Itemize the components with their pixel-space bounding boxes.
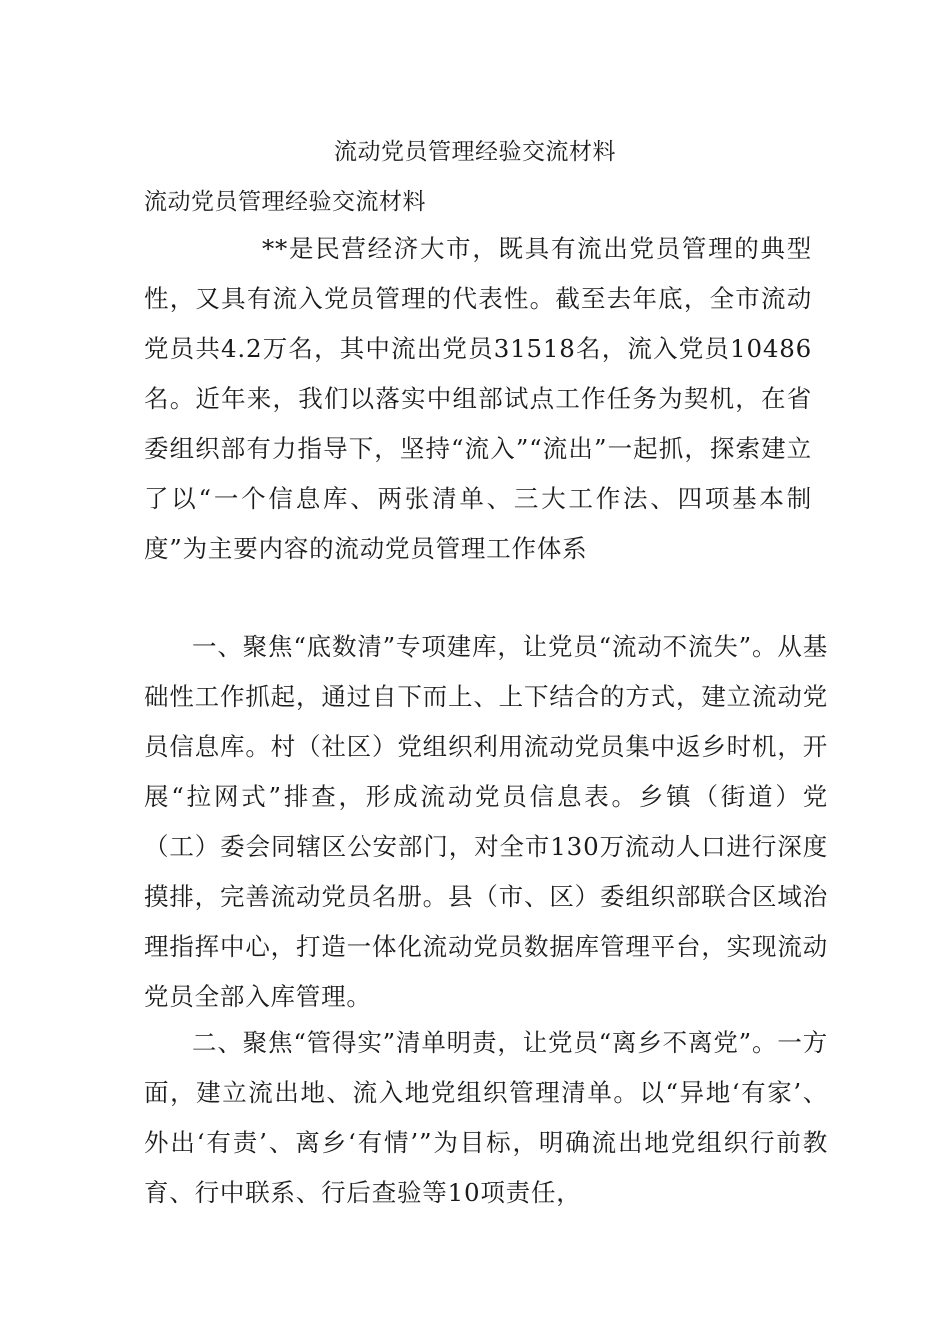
paragraph-section-two: 二、聚焦“管得实”清单明责，让党员“离乡不离党”。一方面，建立流出地、流入地党组织管理清单。以“异地‘有家’、外出‘有责’、离乡‘有情’”为目标，明确流出地党组织行前教育、行中联系、行后查验等10项责任， bbox=[144, 1028, 828, 1207]
document-title: 流动党员管理经验交流材料 bbox=[334, 139, 616, 165]
document-subtitle: 流动党员管理经验交流材料 bbox=[144, 189, 426, 215]
paragraph-intro: **是民营经济大市，既具有流出党员管理的典型性，又具有流入党员管理的代表性。截至去年底，全市流动党员共4.2万名，其中流出党员31518名，流入党员10486名。近年来，我们以落实中组部试点工作任务为契机，在省委组织部有力指导下，坚持“流入”“流出”一起抓，探索建立了以“一个信息库、两张清单、三大工作法、四项基本制度”为主要内容的流动党员管理工作体系 bbox=[144, 234, 812, 563]
paragraph-section-one: 一、聚焦“底数清”专项建库，让党员“流动不流失”。从基础性工作抓起，通过自下而上、上下结合的方式，建立流动党员信息库。村（社区）党组织利用流动党员集中返乡时机，开展“拉网式”排查，形成流动党员信息表。乡镇（街道）党（工）委会同辖区公安部门，对全市130万流动人口进行深度摸排，完善流动党员名册。县（市、区）委组织部联合区域治理指挥中心，打造一体化流动党员数据库管理平台，实现流动党员全部入库管理。 bbox=[144, 632, 828, 1011]
